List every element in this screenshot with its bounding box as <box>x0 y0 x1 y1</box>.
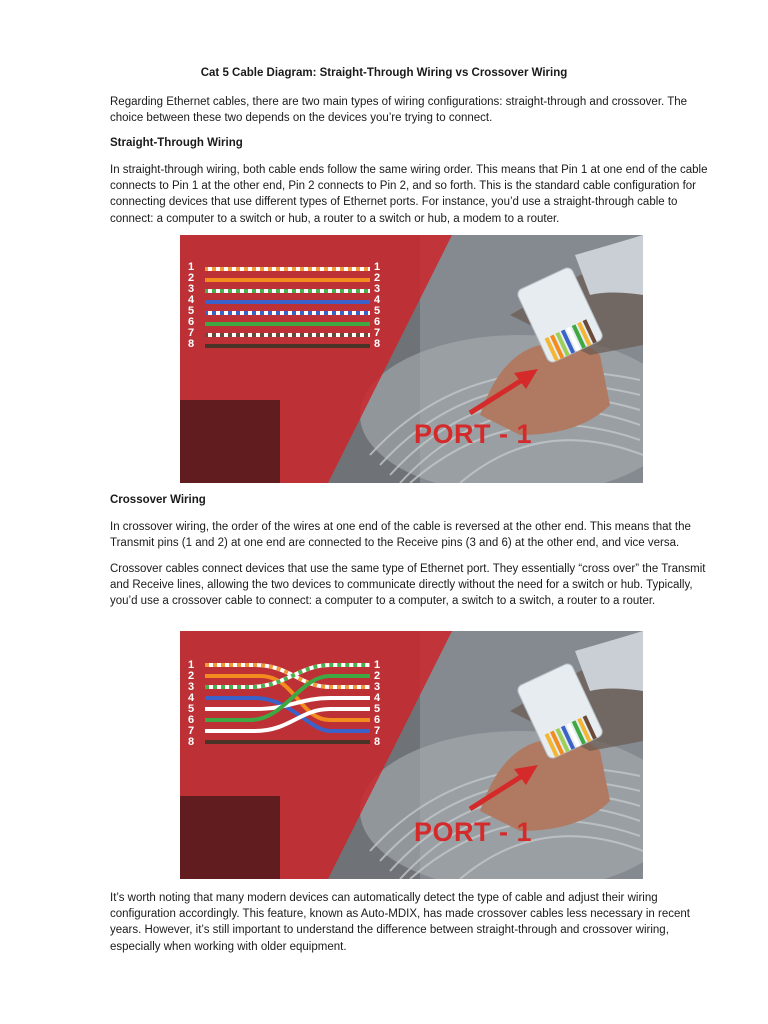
pin-number: 7 <box>188 327 195 339</box>
pin-number: 6 <box>374 714 381 726</box>
pin-number: 8 <box>188 338 195 350</box>
closing-paragraph: It’s worth noting that many modern devices can automatically detect the type of cable and adjust their wiring configuration accordingly. This feature, known as Auto-MDIX, has made crossover cables less necessary in recent years. However, it’s still important to understand the difference between straight-through and crossover wiring, especially when working with older equipment. <box>110 892 690 953</box>
intro-paragraph: Regarding Ethernet cables, there are two main types of wiring configurations: straight-through and crossover. The choice between these two depends on the devices you’re trying to connect. <box>110 96 688 125</box>
pin-number: 8 <box>374 338 381 350</box>
left-pin-numbers <box>188 660 194 748</box>
port-label: PORT - 1 <box>414 817 533 847</box>
pin-number: 1 <box>188 261 195 273</box>
straight-through-paragraph: In straight-through wiring, both cable ends follow the same wiring order. This means that Pin 1 at one end of the cable connects to Pin 1 at the other end, Pin 2 connects to Pin 2, and so forth. This is the standard cable configuration for connecting devices that use different types of Ethernet ports. For instance, you’d use a straight-through cable to connect: a computer to a switch or hub, a router to a switch or hub, a modem to a router. <box>110 164 708 225</box>
pin-number: 4 <box>374 692 381 704</box>
pin-number: 4 <box>188 692 195 704</box>
pin-number: 1 <box>374 261 381 273</box>
crossover-figure <box>180 631 643 879</box>
pin-number: 5 <box>188 305 195 317</box>
pin-number: 8 <box>374 736 381 748</box>
pin-number: 7 <box>374 327 381 339</box>
pin-number: 1 <box>188 659 195 671</box>
pin-number: 2 <box>374 272 381 284</box>
pin-number: 3 <box>188 681 195 693</box>
port-label: PORT - 1 <box>414 419 533 449</box>
pin-number: 5 <box>374 703 381 715</box>
pin-number: 2 <box>188 670 195 682</box>
pin-number: 1 <box>374 659 381 671</box>
straight-through-figure <box>180 235 643 483</box>
right-pin-numbers <box>374 262 380 350</box>
pin-number: 3 <box>188 283 195 295</box>
pin-number: 4 <box>188 294 195 306</box>
pin-number: 5 <box>188 703 195 715</box>
pin-number: 6 <box>188 316 195 328</box>
pin-number: 6 <box>374 316 381 328</box>
crossover-paragraph-1: In crossover wiring, the order of the wires at one end of the cable is reversed at the other end. This means that the Transmit pins (1 and 2) at one end are connected to the Receive pins (3 and 6) at the other end, and vice versa. <box>110 521 691 550</box>
pin-number: 2 <box>188 272 195 284</box>
pin-number: 3 <box>374 283 381 295</box>
pin-number: 3 <box>374 681 381 693</box>
pin-number: 6 <box>188 714 195 726</box>
pin-number: 4 <box>374 294 381 306</box>
pin-number: 8 <box>188 736 195 748</box>
pin-number: 7 <box>188 725 195 737</box>
document-title: Cat 5 Cable Diagram: Straight-Through Wiring vs Crossover Wiring <box>200 67 568 79</box>
left-pin-numbers <box>188 262 194 350</box>
black-case <box>180 796 280 879</box>
crossover-heading: Crossover Wiring <box>110 494 206 506</box>
pin-number: 7 <box>374 725 381 737</box>
crossover-paragraph-2: Crossover cables connect devices that use the same type of Ethernet port. They essentially “cross over” the Transmit and Receive lines, allowing the two devices to communicate directly without the need for a switch or hub. Typically, you’d use a crossover cable to connect: a computer to a computer, a switch to a switch, a router to a router. <box>110 563 706 608</box>
right-pin-numbers <box>374 660 380 748</box>
black-case <box>180 400 280 483</box>
pin-number: 2 <box>374 670 381 682</box>
straight-through-heading: Straight-Through Wiring <box>110 137 243 149</box>
pin-number: 5 <box>374 305 381 317</box>
